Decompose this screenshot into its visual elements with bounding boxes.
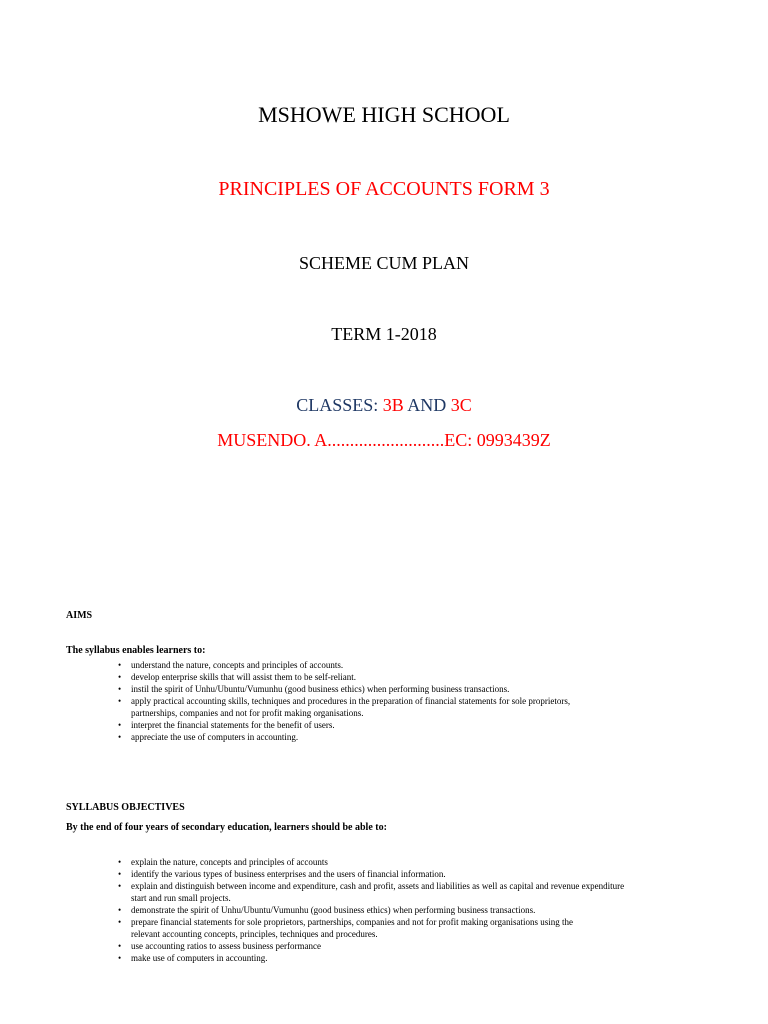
list-item [118,683,570,695]
aims-heading: AIMS [66,610,93,621]
list-item-line: • prepare financial statements for sole proprietors, partnerships, companies and not for profit making organisations using the [131,917,573,927]
list-item-line: relevant accounting concepts, principles, techniques and procedures. [131,929,378,939]
list-item-line: • demonstrate the spirit of Unhu/Ubuntu/Vumunhu (good business ethics) when performing business transactions. [131,905,536,915]
list-item [118,880,624,904]
list-item-line: • explain the nature, concepts and principles of accounts [131,857,328,867]
document-type: SCHEME CUM PLAN [298,253,470,273]
list-item [118,868,624,880]
list-item [118,916,624,940]
list-item-line: • instil the spirit of Unhu/Ubuntu/Vumunhu (good business ethics) when performing business transactions. [131,684,510,694]
list-item-line: • apply practical accounting skills, techniques and procedures in the preparation of financial statements for sole proprietors, [131,696,571,706]
list-item-line: • appreciate the use of computers in accounting. [131,732,299,742]
school-name: MSHOWE HIGH SCHOOL [258,102,510,127]
list-item [118,671,570,683]
list-item-line: • interpret the financial statements for the benefit of users. [131,720,335,730]
list-item [118,659,570,671]
subject-title: PRINCIPLES OF ACCOUNTS FORM 3 [218,178,550,200]
class-3b: 3B [382,395,404,415]
list-item-line: • identify the various types of business enterprises and the users of financial information. [131,869,446,879]
list-item-line: • explain and distinguish between income and expenditure, cash and profit, assets and liabilities as well as capital and revenue expenditure [131,881,625,891]
aims-list [118,659,570,743]
classes-and: AND [403,395,451,415]
list-item-line: partnerships, companies and not for profit making organisations. [131,708,364,718]
teacher-line: MUSENDO. A..........................EC: 0993439Z [217,430,551,450]
list-item [118,940,624,952]
class-3c: 3C [450,395,472,415]
list-item [118,952,624,964]
list-item [118,695,570,719]
list-item-line: • make use of computers in accounting. [131,953,268,963]
list-item [118,904,624,916]
list-item-line: • develop enterprise skills that will assist them to be self-reliant. [131,672,356,682]
list-item [118,731,570,743]
list-item-line: • understand the nature, concepts and principles of accounts. [131,660,344,670]
aims-intro: The syllabus enables learners to: [66,645,206,656]
term-label: TERM 1-2018 [331,324,437,344]
objectives-list [118,856,624,964]
classes-label: CLASSES: [296,395,383,415]
list-item-line: • use accounting ratios to assess business performance [131,941,321,951]
classes-line [0,395,768,416]
objectives-heading: SYLLABUS OBJECTIVES [66,802,185,813]
list-item-line: start and run small projects. [131,893,231,903]
list-item [118,719,570,731]
objectives-intro: By the end of four years of secondary education, learners should be able to: [66,822,387,833]
list-item [118,856,624,868]
